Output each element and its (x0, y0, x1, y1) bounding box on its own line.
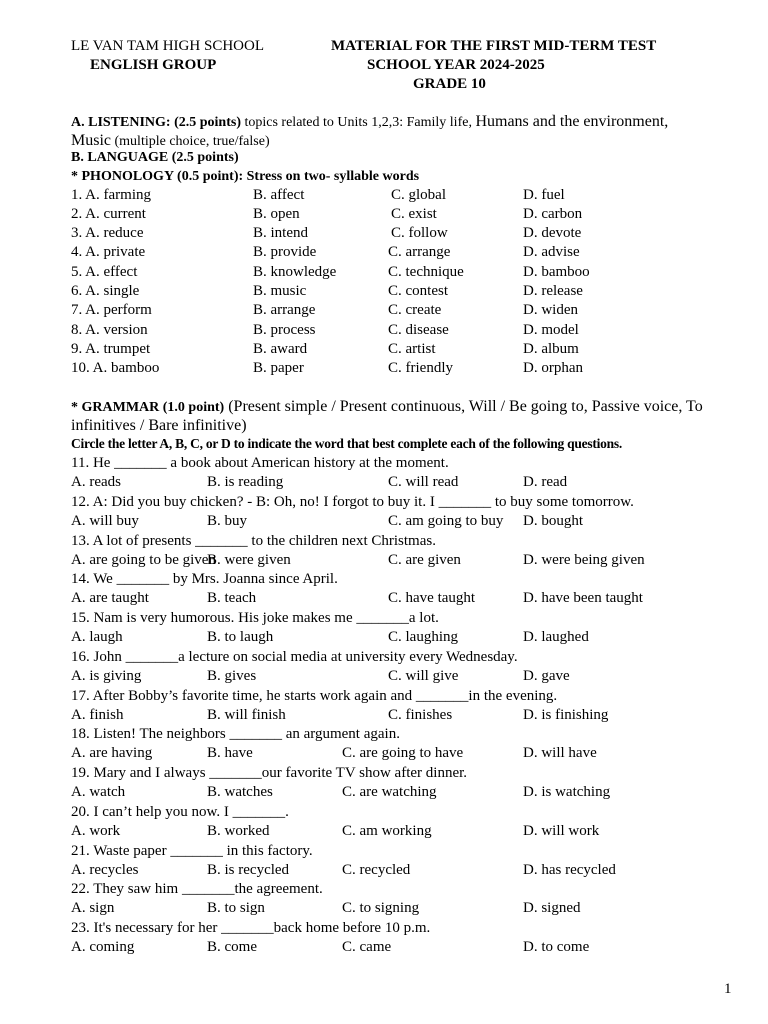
phonology-item-10-a: 10. A. bamboo (71, 360, 160, 376)
question-text: 15. Nam is very humorous. His joke makes me _______a lot. (71, 610, 439, 626)
section-a-line-2 (71, 133, 270, 149)
option-a: A. will buy (71, 512, 139, 529)
section-a-text-1: topics related to Units 1,2,3: Family life, (240, 115, 476, 130)
option-a: A. watch (71, 784, 126, 800)
option-d: D. bought (523, 512, 583, 529)
phonology-item-3-d: D. devote (523, 225, 582, 241)
phonology-item-1-d: D. fuel (523, 187, 565, 203)
option-a: A. are having (71, 745, 153, 762)
option-b: B. watches (207, 784, 273, 800)
question-text: 11. He _______ a book about American history at the moment. (71, 455, 449, 471)
option-a: A. sign (71, 900, 115, 917)
option-a: A. laugh (71, 629, 123, 645)
phonology-item-10-b: B. paper (253, 360, 304, 376)
question-text: 20. I can’t help you now. I _______. (71, 803, 289, 820)
phonology-item-2-b: B. open (253, 206, 300, 222)
option-b: B. gives (207, 667, 257, 684)
section-a-text-3: Music (71, 132, 111, 149)
option-c: C. recycled (342, 861, 411, 878)
phonology-item-6-b: B. music (253, 283, 307, 299)
option-a: 1. A. farming (71, 187, 151, 203)
page-number: 1 (724, 981, 732, 997)
option-b: B. buy (207, 512, 248, 529)
option-c: C. am working (342, 822, 432, 839)
option-b: B. is reading (207, 474, 284, 490)
option-a: A. recycles (71, 861, 139, 878)
grammar-heading-line (71, 399, 703, 415)
phonology-item-9-b: B. award (253, 341, 308, 357)
phonology-item-1-b: B. affect (253, 187, 305, 203)
phonology-item-5-a: 5. A. effect (71, 264, 138, 280)
section-a-text-4: (multiple choice, true/false) (111, 134, 270, 149)
option-b: B. were given (207, 551, 291, 568)
option-d: D. were being given (523, 551, 645, 568)
phonology-item-8-a: 8. A. version (71, 322, 148, 338)
grammar-topics-1: (Present simple / Present continuous, Will / Be going to, Passive voice, To (224, 398, 703, 415)
option-a: A. finish (71, 706, 124, 723)
option-c: C. laughing (388, 629, 458, 645)
option-b: B. teach (207, 590, 257, 607)
phonology-item-2-c: C. exist (391, 206, 437, 222)
option-c: C. am going to buy (388, 512, 504, 529)
option-b: B. worked (207, 822, 270, 839)
option-a: A. are taught (71, 590, 149, 607)
section-a-line-1 (71, 114, 668, 130)
question-text: 13. A lot of presents _______ to the children next Christmas. (71, 532, 436, 549)
option-c: C. will give (388, 667, 459, 684)
option-b: B. is recycled (207, 861, 290, 878)
question-text: 16. John _______a lecture on social media at university every Wednesday. (71, 648, 518, 665)
option-b: B. to sign (207, 900, 265, 917)
school-year: SCHOOL YEAR 2024-2025 (367, 57, 545, 73)
phonology-item-3-b: B. intend (253, 225, 308, 241)
option-c: C. are going to have (342, 745, 464, 762)
phonology-item-9-d: D. album (523, 341, 579, 357)
option-d: D. have been taught (523, 590, 643, 607)
phonology-item-2-d: D. carbon (523, 206, 583, 222)
phonology-item-2-a: 2. A. current (71, 206, 146, 222)
phonology-item-7-c: C. create (388, 302, 442, 318)
option-b: B. to laugh (207, 629, 274, 645)
option-b: B. come (207, 939, 257, 955)
option-b: B. will finish (207, 706, 286, 723)
grammar-instruction: Circle the letter A, B, C, or D to indicate the word that best complete each of the following questions. (71, 436, 623, 451)
section-a-text-2: Humans and the environment, (475, 113, 669, 130)
school-name: LE VAN TAM HIGH SCHOOL (71, 38, 264, 54)
option-c: C. will read (388, 474, 459, 490)
option-d: D. has recycled (523, 861, 616, 878)
option-a: A. work (71, 822, 121, 839)
group-name: ENGLISH GROUP (90, 57, 217, 73)
phonology-item-4-a: 4. A. private (71, 244, 146, 260)
option-d: D. is watching (523, 784, 611, 800)
phonology-item-6-a: 6. A. single (71, 283, 140, 299)
option-d: D. signed (523, 900, 581, 917)
section-b-heading: B. LANGUAGE (2.5 points) (71, 150, 239, 165)
option-c: C. came (342, 939, 392, 955)
phonology-item-7-b: B. arrange (253, 302, 316, 318)
phonology-item-3-c: C. follow (391, 225, 448, 241)
question-text: 21. Waste paper _______ in this factory. (71, 842, 313, 859)
option-c: C. to signing (342, 900, 420, 917)
phonology-item-10-c: C. friendly (388, 360, 453, 376)
option-d: D. gave (523, 667, 570, 684)
grade-label: GRADE 10 (413, 76, 486, 92)
phonology-item-1 (71, 188, 151, 203)
option-a: A. coming (71, 939, 135, 955)
phonology-item-9-a: 9. A. trumpet (71, 341, 151, 357)
option-a: A. is giving (71, 667, 142, 684)
phonology-item-1-c: C. global (391, 187, 446, 203)
option-c: C. are watching (342, 784, 437, 800)
option-a: A. reads (71, 474, 121, 490)
option-d: D. to come (523, 939, 590, 955)
phonology-item-8-d: D. model (523, 322, 579, 338)
phonology-item-3-a: 3. A. reduce (71, 225, 144, 241)
phonology-item-5-d: D. bamboo (523, 264, 590, 280)
option-d: D. will have (523, 745, 597, 762)
phonology-item-4-b: B. provide (253, 244, 317, 260)
phonology-item-4-d: D. advise (523, 244, 580, 260)
question-text: 18. Listen! The neighbors _______ an argument again. (71, 726, 400, 743)
phonology-heading: * PHONOLOGY (0.5 point): Stress on two- syllable words (71, 169, 420, 184)
phonology-item-9-c: C. artist (388, 341, 436, 357)
phonology-item-5-c: C. technique (388, 264, 464, 280)
grammar-heading: * GRAMMAR (1.0 point) (71, 400, 225, 415)
question-text: 14. We _______ by Mrs. Joanna since April. (71, 571, 338, 588)
phonology-item-8-b: B. process (253, 322, 316, 338)
phonology-item-6-d: D. release (523, 283, 583, 299)
option-c: C. finishes (388, 706, 453, 723)
phonology-item-7-d: D. widen (523, 302, 578, 318)
phonology-item-10-d: D. orphan (523, 360, 583, 376)
grammar-topics-2: infinitives / Bare infinitive) (71, 417, 247, 434)
phonology-item-5-b: B. knowledge (253, 264, 337, 280)
option-b: B. have (207, 745, 253, 762)
option-d: D. laughed (523, 629, 589, 645)
phonology-item-4-c: C. arrange (388, 244, 451, 260)
phonology-item-6-c: C. contest (388, 283, 448, 299)
option-c: C. are given (388, 551, 461, 568)
option-d: D. read (523, 474, 568, 490)
option-c: C. have taught (388, 590, 476, 607)
section-a-heading: A. LISTENING: (2.5 points) (71, 115, 241, 130)
document-title: MATERIAL FOR THE FIRST MID-TERM TEST (331, 38, 657, 54)
option-d: D. will work (523, 822, 600, 839)
question-text: 19. Mary and I always _______our favorite TV show after dinner. (71, 765, 468, 781)
phonology-item-7-a: 7. A. perform (71, 302, 152, 318)
phonology-item-8-c: C. disease (388, 322, 449, 338)
question-text: 17. After Bobby’s favorite time, he starts work again and _______in the evening. (71, 687, 558, 704)
option-a: A. are going to be given (71, 551, 216, 568)
question-text: 23. It's necessary for her _______back home before 10 p.m. (71, 920, 431, 936)
question-text: 12. A: Did you buy chicken? - B: Oh, no! I forgot to buy it. I _______ to buy some tomorrow. (71, 493, 634, 510)
question-text: 22. They saw him _______the agreement. (71, 881, 323, 898)
option-d: D. is finishing (523, 706, 609, 723)
